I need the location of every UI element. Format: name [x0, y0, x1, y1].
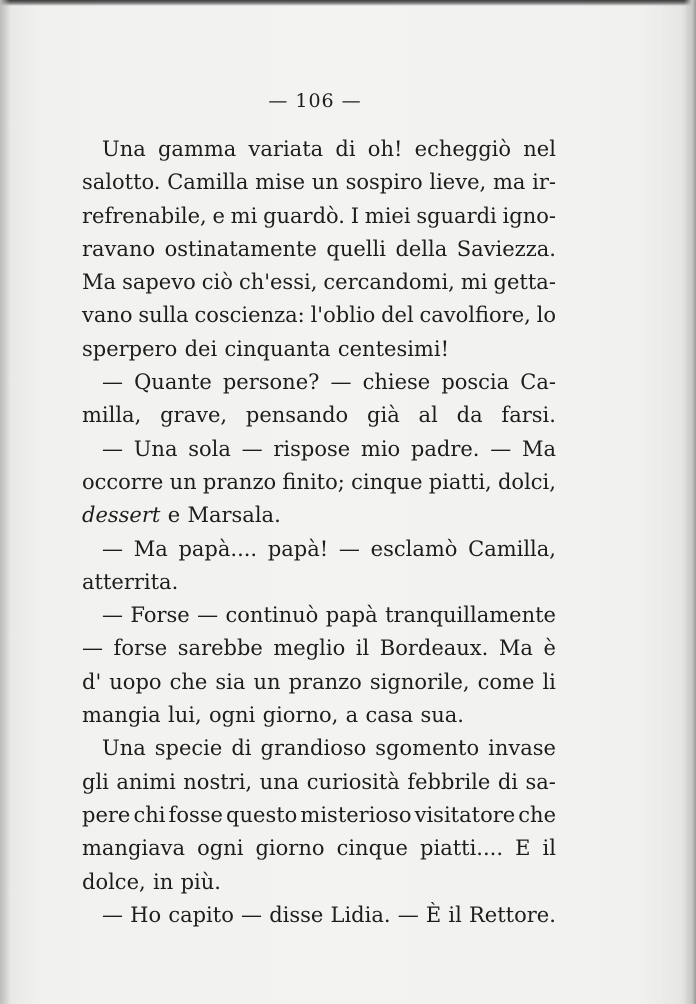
word: Ma: [82, 270, 117, 295]
word: centesimi!: [337, 336, 450, 361]
text-line: [82, 333, 556, 366]
text-line: [82, 632, 556, 665]
word: questo: [226, 802, 298, 827]
word: Saviezza.: [456, 236, 556, 261]
text-line: [82, 566, 556, 599]
word: —: [330, 370, 352, 395]
text-line: [82, 832, 556, 865]
word: in: [153, 869, 174, 894]
word: —: [102, 436, 123, 461]
word: ogni: [197, 836, 244, 861]
word: e: [212, 203, 225, 228]
word: grave,: [160, 403, 228, 428]
word: esclamò: [370, 536, 458, 561]
word: echeggiò: [414, 137, 512, 161]
word: mi: [460, 270, 488, 295]
word: già: [367, 403, 400, 428]
word: capito: [168, 902, 234, 927]
word: sia: [215, 669, 246, 694]
text-line: [82, 899, 556, 932]
word: Rettore.: [469, 902, 556, 927]
word: —: [102, 536, 123, 561]
word: cinque: [336, 836, 408, 861]
word: li: [542, 669, 556, 694]
word: sguardi: [416, 203, 497, 228]
text-line: [82, 266, 556, 299]
word: mangiava: [82, 836, 186, 861]
text-line: [82, 866, 556, 899]
word: Forse: [130, 603, 190, 628]
word: il: [448, 902, 462, 927]
word: della: [395, 236, 448, 261]
word: miei: [364, 203, 411, 228]
text-line: [82, 133, 556, 166]
word: pranzo: [288, 669, 362, 694]
word: d': [82, 669, 102, 694]
word: ma: [492, 170, 526, 195]
word: —: [102, 902, 123, 927]
paragraph: [82, 899, 556, 932]
word: nel: [523, 137, 556, 161]
word: sgomento: [375, 736, 480, 761]
word: finito;: [282, 469, 345, 494]
text-line: [82, 499, 556, 532]
word: fosse: [168, 802, 223, 827]
word: che: [169, 669, 208, 694]
word: forse: [113, 636, 168, 661]
word: dolce,: [82, 869, 146, 894]
word: Bordeaux.: [379, 636, 489, 661]
paragraph: [82, 732, 556, 898]
word: getta-: [493, 270, 556, 295]
word: pere: [82, 802, 131, 827]
paragraph: [82, 533, 556, 600]
word: Lidia.: [330, 902, 391, 927]
word: —: [397, 902, 419, 927]
paragraph: [82, 433, 556, 533]
word: —: [197, 603, 219, 628]
text-line: [82, 366, 556, 399]
word: Una: [133, 436, 178, 461]
word: sola: [188, 436, 231, 461]
word: di: [497, 769, 518, 794]
word: sapevo: [122, 270, 196, 295]
word: mangia: [82, 703, 161, 728]
word: una: [259, 769, 300, 794]
word: gamma: [157, 137, 237, 161]
paragraph: [82, 366, 556, 433]
word: sa-: [525, 769, 556, 794]
word: il: [542, 836, 556, 861]
text-line: [82, 799, 556, 832]
word: Camilla,: [468, 536, 556, 561]
word: grandioso: [260, 736, 367, 761]
word: al: [418, 403, 438, 428]
word: piatti,: [428, 469, 492, 494]
word: lui,: [167, 703, 202, 728]
word: e: [167, 503, 181, 528]
word: a: [345, 703, 359, 728]
word: sperpero: [82, 336, 178, 361]
word: di: [335, 137, 356, 161]
text-line: [82, 766, 556, 799]
word: da: [456, 403, 483, 428]
word: giorno,: [262, 703, 339, 728]
word: Ho: [130, 902, 162, 927]
word: variata: [248, 137, 324, 161]
word: invase: [488, 736, 556, 761]
word: —: [241, 436, 263, 461]
word: misterioso: [300, 802, 412, 827]
word: —: [102, 603, 123, 628]
word: specie: [154, 736, 223, 761]
word: febbrile: [407, 769, 491, 794]
word: mio: [360, 436, 401, 461]
word: atterrita.: [82, 569, 179, 594]
word: Quante: [134, 370, 212, 395]
text-line: [82, 599, 556, 632]
word: meglio: [273, 636, 346, 661]
scan-top-edge: [0, 0, 696, 6]
word: rispose: [273, 436, 351, 461]
word: sulla: [138, 303, 189, 328]
word: ogni: [208, 703, 256, 728]
word: chiese: [362, 370, 431, 395]
word: ravano: [82, 236, 156, 261]
word: Ma: [498, 636, 533, 661]
word: ir-: [532, 170, 556, 195]
text-line: [82, 166, 556, 199]
word: Una: [102, 736, 146, 761]
word: mi: [230, 203, 258, 228]
text-line: [82, 233, 556, 266]
word: sua.: [420, 703, 464, 728]
word: papà!: [267, 536, 329, 561]
page-number: — 106 —: [268, 90, 362, 112]
word: Ca-: [520, 370, 556, 395]
word: pranzo: [202, 469, 277, 494]
word: un: [311, 170, 339, 195]
paragraph: [82, 133, 556, 366]
word: papà....: [178, 536, 258, 561]
word: nostri,: [183, 769, 253, 794]
word: di: [231, 736, 252, 761]
word: —: [82, 636, 103, 661]
word: —: [102, 370, 123, 395]
word: Una: [102, 137, 146, 161]
scan-right-edge: [684, 0, 696, 1004]
word: uopo: [109, 669, 162, 694]
gutter-shadow: [0, 0, 10, 1004]
word: più.: [180, 869, 221, 894]
text-line: [82, 466, 556, 499]
word: lo: [536, 303, 556, 328]
word: signorile,: [369, 669, 470, 694]
word: —: [490, 436, 512, 461]
text-line: [82, 299, 556, 332]
word: ch'essi,: [238, 270, 318, 295]
text-line: [82, 732, 556, 765]
word: mise: [255, 170, 305, 195]
word: Ma: [133, 536, 168, 561]
text-line: [82, 533, 556, 566]
word: Ma: [521, 436, 556, 461]
word: —: [338, 536, 360, 561]
word: È: [425, 902, 442, 927]
text-line: [82, 666, 556, 699]
word: farsi.: [501, 403, 556, 428]
word: ciò: [201, 270, 233, 295]
word: cercandomi,: [323, 270, 455, 295]
word: piatti....: [420, 836, 504, 861]
word: persone?: [222, 370, 320, 395]
word-italic: dessert: [82, 503, 161, 528]
word: giorno: [255, 836, 325, 861]
word: igno-: [502, 203, 556, 228]
word: milla,: [82, 403, 142, 428]
word: lieve,: [429, 170, 487, 195]
word: il: [355, 636, 370, 661]
word: pensando: [245, 403, 349, 428]
word: gli: [82, 769, 109, 794]
word: —: [241, 902, 263, 927]
word: disse: [269, 902, 324, 927]
word: coscienza:: [194, 303, 305, 328]
word: cinque: [351, 469, 423, 494]
word: E: [515, 836, 531, 861]
word: I: [350, 203, 360, 228]
text-line: [82, 399, 556, 432]
word: chi: [133, 802, 166, 827]
word: Marsala.: [187, 503, 281, 528]
text-line: [82, 200, 556, 233]
word: visitatore: [414, 802, 516, 827]
text-line: [82, 699, 556, 732]
word: che: [518, 802, 556, 827]
word: casa: [365, 703, 414, 728]
word: ostinatamente: [164, 236, 317, 261]
word: curiosità: [306, 769, 400, 794]
word: animi: [116, 769, 176, 794]
word: sarebbe: [177, 636, 263, 661]
word: sospiro: [345, 170, 423, 195]
paragraph: [82, 599, 556, 732]
word: oh!: [367, 137, 403, 161]
word: salotto.: [82, 170, 161, 195]
word: occorre: [82, 469, 164, 494]
word: continuò: [225, 603, 319, 628]
word: un: [253, 669, 281, 694]
word: refrenabile,: [82, 203, 207, 228]
word: del: [381, 303, 414, 328]
word: è: [543, 636, 556, 661]
word: come: [477, 669, 535, 694]
word: l'oblio: [310, 303, 376, 328]
word: guardò.: [263, 203, 345, 228]
word: padre.: [410, 436, 480, 461]
word: poscia: [441, 370, 510, 395]
body-text: [82, 133, 556, 932]
word: vano: [82, 303, 133, 328]
word: un: [169, 469, 197, 494]
word: papà: [325, 603, 378, 628]
word: cavolfiore,: [419, 303, 531, 328]
word: tranquillamente: [385, 603, 556, 628]
word: Camilla: [167, 170, 249, 195]
word: dei: [184, 336, 218, 361]
word: quelli: [326, 236, 386, 261]
word: cinquanta: [224, 336, 331, 361]
word: dolci,: [497, 469, 556, 494]
text-line: [82, 433, 556, 466]
